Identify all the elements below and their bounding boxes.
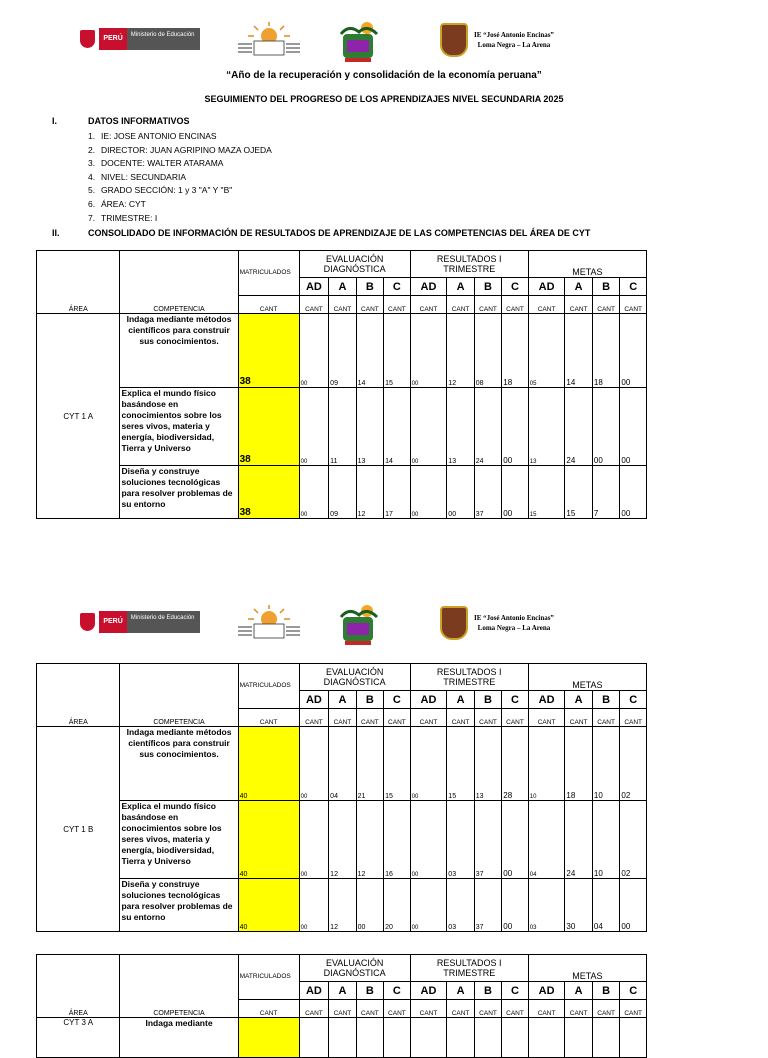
metas-header: METAS xyxy=(528,955,646,982)
value-cell: 13 xyxy=(356,388,383,466)
section-1-heading xyxy=(52,116,190,126)
result-header: RESULTADOS I TRIMESTRE xyxy=(410,955,528,982)
level-c: C xyxy=(502,691,529,709)
cant-header: CANT xyxy=(329,709,356,727)
level-a: A xyxy=(447,691,474,709)
competencia-cell: Indaga mediante métodos científicos para construir sus conocimientos. xyxy=(120,727,238,801)
cant-header: CANT xyxy=(299,709,329,727)
matriculados-cell: 38 xyxy=(238,388,299,466)
ie-place: Loma Negra – La Arena xyxy=(477,624,551,632)
eval-header: EVALUACIÓN DIAGNÓSTICA xyxy=(299,955,410,982)
document-title: SEGUIMIENTO DEL PROGRESO DE LOS APRENDIZAJES NIVEL SECUNDARIA 2025 xyxy=(204,94,564,104)
value-cell: 12 xyxy=(356,466,383,519)
peru-shield-icon xyxy=(80,30,95,48)
cant-header: CANT xyxy=(620,709,647,727)
value-cell: 15 xyxy=(565,466,592,519)
level-ad: AD xyxy=(528,982,565,1000)
value-cell: 00 xyxy=(410,466,447,519)
ie-crest-icon xyxy=(440,23,468,57)
ministry-label: Ministerio de Educación xyxy=(127,611,200,633)
cant-header: CANT xyxy=(447,1000,474,1018)
cant-header: CANT xyxy=(238,709,299,727)
level-c: C xyxy=(384,691,411,709)
area-cell: CYT 3 A xyxy=(37,1018,120,1058)
value-cell: 04 xyxy=(592,879,619,932)
level-c: C xyxy=(620,278,647,296)
level-a: A xyxy=(329,982,356,1000)
value-cell: 00 xyxy=(410,727,447,801)
matriculados-header: MATRICULADOS xyxy=(238,664,299,709)
level-b: B xyxy=(356,691,383,709)
value-cell: 37 xyxy=(474,879,501,932)
area-header: ÁREA xyxy=(37,664,120,727)
metas-header: METAS xyxy=(528,664,646,691)
level-a: A xyxy=(565,278,592,296)
level-c: C xyxy=(502,278,529,296)
value-cell: 00 xyxy=(502,466,529,519)
competencia-cell: Indaga mediante métodos científicos para construir sus conocimientos. xyxy=(120,314,238,388)
minedu-logo xyxy=(80,611,200,633)
level-ad: AD xyxy=(410,982,447,1000)
value-cell: 12 xyxy=(329,879,356,932)
matriculados-cell: 40 xyxy=(238,727,299,801)
competencia-header: COMPETENCIA xyxy=(120,664,238,727)
ie-place: Loma Negra – La Arena xyxy=(477,41,551,49)
cant-header: CANT xyxy=(592,1000,619,1018)
level-c: C xyxy=(384,982,411,1000)
value-cell: 00 xyxy=(502,801,529,879)
value-cell: 04 xyxy=(329,727,356,801)
level-b: B xyxy=(474,691,501,709)
cant-header: CANT xyxy=(410,709,447,727)
matriculados-header: MATRICULADOS xyxy=(238,955,299,1000)
cant-header: CANT xyxy=(474,1000,501,1018)
value-cell: 10 xyxy=(592,727,619,801)
level-c: C xyxy=(620,982,647,1000)
competencia-cell: Diseña y construye soluciones tecnológicas para resolver problemas de su entorno xyxy=(120,879,238,932)
value-cell: 28 xyxy=(502,727,529,801)
cant-header: CANT xyxy=(384,709,411,727)
eval-header: EVALUACIÓN DIAGNÓSTICA xyxy=(299,251,410,278)
value-cell: 00 xyxy=(299,388,329,466)
cant-header: CANT xyxy=(620,1000,647,1018)
level-a: A xyxy=(447,278,474,296)
value-cell: 24 xyxy=(565,388,592,466)
value-cell: 18 xyxy=(565,727,592,801)
area-header: ÁREA xyxy=(37,955,120,1018)
result-header: RESULTADOS I TRIMESTRE xyxy=(410,664,528,691)
cant-header: CANT xyxy=(384,296,411,314)
matriculados-cell: 38 xyxy=(238,466,299,519)
ie-name: IE “José Antonio Encinas” xyxy=(474,31,554,39)
level-b: B xyxy=(592,691,619,709)
cant-header: CANT xyxy=(356,709,383,727)
level-a: A xyxy=(329,278,356,296)
value-cell: 00 xyxy=(410,314,447,388)
competencia-header: COMPETENCIA xyxy=(120,251,238,314)
matriculados-cell: 40 xyxy=(238,801,299,879)
value-cell: 05 xyxy=(528,314,565,388)
cant-header: CANT xyxy=(502,709,529,727)
cant-header: CANT xyxy=(565,709,592,727)
cant-header: CANT xyxy=(356,1000,383,1018)
school-badge-icon xyxy=(337,20,381,64)
result-header: RESULTADOS I TRIMESTRE xyxy=(410,251,528,278)
value-cell: 13 xyxy=(447,388,474,466)
value-cell: 00 xyxy=(502,879,529,932)
ie-crest-icon xyxy=(440,606,468,640)
value-cell: 00 xyxy=(620,466,647,519)
cant-header: CANT xyxy=(528,296,565,314)
competencia-header: COMPETENCIA xyxy=(120,955,238,1018)
value-cell: 13 xyxy=(528,388,565,466)
value-cell: 37 xyxy=(474,466,501,519)
info-item: 4. NIVEL: SECUNDARIA xyxy=(88,171,187,182)
value-cell: 12 xyxy=(356,801,383,879)
info-item: 6. ÁREA: CYT xyxy=(88,198,146,209)
value-cell: 24 xyxy=(474,388,501,466)
cant-header: CANT xyxy=(528,1000,565,1018)
cant-header: CANT xyxy=(447,296,474,314)
results-table-3a xyxy=(36,954,647,1058)
competencia-cell: Explica el mundo físico basándose en conocimientos sobre los seres vivos, materia y energía, biodiversidad, Tierra y Universo xyxy=(120,801,238,879)
ie-logo xyxy=(440,605,564,641)
value-cell: 00 xyxy=(410,388,447,466)
level-b: B xyxy=(356,982,383,1000)
level-c: C xyxy=(502,982,529,1000)
cant-header: CANT xyxy=(502,296,529,314)
level-ad: AD xyxy=(528,278,565,296)
logo-bar-2 xyxy=(0,603,768,653)
matriculados-cell: 40 xyxy=(238,879,299,932)
value-cell: 09 xyxy=(329,314,356,388)
section-2-label: CONSOLIDADO DE INFORMACIÓN DE RESULTADOS DE APRENDIZAJE DE LAS COMPETENCIAS DEL ÁREA DE CYT xyxy=(88,228,591,238)
school-badge-icon xyxy=(337,603,381,647)
cant-header: CANT xyxy=(410,1000,447,1018)
value-cell: 12 xyxy=(447,314,474,388)
value-cell: 00 xyxy=(620,879,647,932)
value-cell: 00 xyxy=(502,388,529,466)
value-cell: 7 xyxy=(592,466,619,519)
value-cell: 00 xyxy=(299,314,329,388)
value-cell: 15 xyxy=(384,727,411,801)
ministry-label: Ministerio de Educación xyxy=(127,28,200,50)
section-2-number: II. xyxy=(52,228,60,238)
value-cell: 09 xyxy=(329,466,356,519)
peru-label: PERÚ xyxy=(99,611,126,633)
value-cell: 03 xyxy=(447,879,474,932)
info-item: 7. TRIMESTRE: I xyxy=(88,212,158,223)
competencia-cell: Diseña y construye soluciones tecnológicas para resolver problemas de su entorno xyxy=(120,466,238,519)
level-a: A xyxy=(565,691,592,709)
value-cell: 14 xyxy=(384,388,411,466)
sun-emblem-icon xyxy=(236,22,302,60)
matriculados-cell: 38 xyxy=(238,314,299,388)
level-a: A xyxy=(447,982,474,1000)
info-item: 3. DOCENTE: WALTER ATARAMA xyxy=(88,158,224,169)
area-cell: CYT 1 B xyxy=(37,727,120,932)
cant-header: CANT xyxy=(592,709,619,727)
level-ad: AD xyxy=(299,982,329,1000)
matriculados-header: MATRICULADOS xyxy=(238,251,299,296)
info-item: 2. DIRECTOR: JUAN AGRIPINO MAZA OJEDA xyxy=(88,144,272,155)
cant-header: CANT xyxy=(238,1000,299,1018)
value-cell: 30 xyxy=(565,879,592,932)
value-cell: 15 xyxy=(384,314,411,388)
cant-header: CANT xyxy=(565,296,592,314)
value-cell: 24 xyxy=(565,801,592,879)
minedu-logo xyxy=(80,28,200,50)
value-cell: 03 xyxy=(447,801,474,879)
cant-header: CANT xyxy=(384,1000,411,1018)
value-cell: 00 xyxy=(356,879,383,932)
value-cell: 17 xyxy=(384,466,411,519)
level-a: A xyxy=(565,982,592,1000)
results-table-1b xyxy=(36,663,647,932)
level-b: B xyxy=(592,278,619,296)
value-cell: 11 xyxy=(329,388,356,466)
area-cell: CYT 1 A xyxy=(37,314,120,519)
section-1-number: I. xyxy=(52,116,58,126)
level-ad: AD xyxy=(410,278,447,296)
level-ad: AD xyxy=(410,691,447,709)
level-b: B xyxy=(592,982,619,1000)
ie-logo xyxy=(440,22,564,58)
competencia-cell: Indaga mediante xyxy=(120,1018,238,1058)
cant-header: CANT xyxy=(410,296,447,314)
cant-header: CANT xyxy=(502,1000,529,1018)
value-cell: 04 xyxy=(528,801,565,879)
info-list xyxy=(88,130,272,225)
value-cell: 12 xyxy=(329,801,356,879)
level-b: B xyxy=(474,982,501,1000)
level-b: B xyxy=(356,278,383,296)
value-cell: 10 xyxy=(592,801,619,879)
cant-header: CANT xyxy=(329,1000,356,1018)
competencia-cell: Explica el mundo físico basándose en conocimientos sobre los seres vivos, materia y energía, biodiversidad, Tierra y Universo xyxy=(120,388,238,466)
cant-header: CANT xyxy=(447,709,474,727)
value-cell: 00 xyxy=(410,879,447,932)
value-cell: 02 xyxy=(620,801,647,879)
section-1-label: DATOS INFORMATIVOS xyxy=(88,116,190,126)
value-cell: 00 xyxy=(620,314,647,388)
logo-bar-1 xyxy=(0,20,768,70)
info-item: 5. GRADO SECCIÓN: 1 y 3 "A" Y "B" xyxy=(88,185,233,196)
peru-shield-icon xyxy=(80,613,95,631)
value-cell: 10 xyxy=(528,727,565,801)
level-ad: AD xyxy=(528,691,565,709)
level-c: C xyxy=(620,691,647,709)
value-cell: 00 xyxy=(592,388,619,466)
value-cell: 20 xyxy=(384,879,411,932)
value-cell: 14 xyxy=(565,314,592,388)
cant-header: CANT xyxy=(592,296,619,314)
area-header: ÁREA xyxy=(37,251,120,314)
peru-label: PERÚ xyxy=(99,28,126,50)
cant-header: CANT xyxy=(528,709,565,727)
value-cell: 03 xyxy=(528,879,565,932)
value-cell: 18 xyxy=(502,314,529,388)
value-cell: 00 xyxy=(620,388,647,466)
value-cell: 14 xyxy=(356,314,383,388)
ie-name: IE “José Antonio Encinas” xyxy=(474,614,554,622)
level-ad: AD xyxy=(299,691,329,709)
value-cell: 16 xyxy=(384,801,411,879)
level-b: B xyxy=(474,278,501,296)
value-cell: 37 xyxy=(474,801,501,879)
value-cell: 00 xyxy=(299,879,329,932)
value-cell: 00 xyxy=(299,727,329,801)
value-cell: 02 xyxy=(620,727,647,801)
cant-header: CANT xyxy=(238,296,299,314)
value-cell: 15 xyxy=(447,727,474,801)
value-cell: 00 xyxy=(299,466,329,519)
level-c: C xyxy=(384,278,411,296)
cant-header: CANT xyxy=(356,296,383,314)
value-cell: 21 xyxy=(356,727,383,801)
eval-header: EVALUACIÓN DIAGNÓSTICA xyxy=(299,664,410,691)
value-cell: 18 xyxy=(592,314,619,388)
info-item: 1. IE: JOSE ANTONIO ENCINAS xyxy=(88,131,217,141)
results-table-1a xyxy=(36,250,647,519)
year-title: “Año de la recuperación y consolidación de la economía peruana” xyxy=(226,70,542,81)
level-ad: AD xyxy=(299,278,329,296)
level-a: A xyxy=(329,691,356,709)
cant-header: CANT xyxy=(474,296,501,314)
section-2-heading xyxy=(52,228,590,238)
value-cell: 08 xyxy=(474,314,501,388)
cant-header: CANT xyxy=(565,1000,592,1018)
value-cell: 15 xyxy=(528,466,565,519)
value-cell: 00 xyxy=(299,801,329,879)
cant-header: CANT xyxy=(620,296,647,314)
sun-emblem-icon xyxy=(236,605,302,643)
value-cell: 00 xyxy=(447,466,474,519)
cant-header: CANT xyxy=(474,709,501,727)
metas-header: METAS xyxy=(528,251,646,278)
cant-header: CANT xyxy=(299,1000,329,1018)
cant-header: CANT xyxy=(299,296,329,314)
cant-header: CANT xyxy=(329,296,356,314)
value-cell: 00 xyxy=(410,801,447,879)
value-cell: 13 xyxy=(474,727,501,801)
